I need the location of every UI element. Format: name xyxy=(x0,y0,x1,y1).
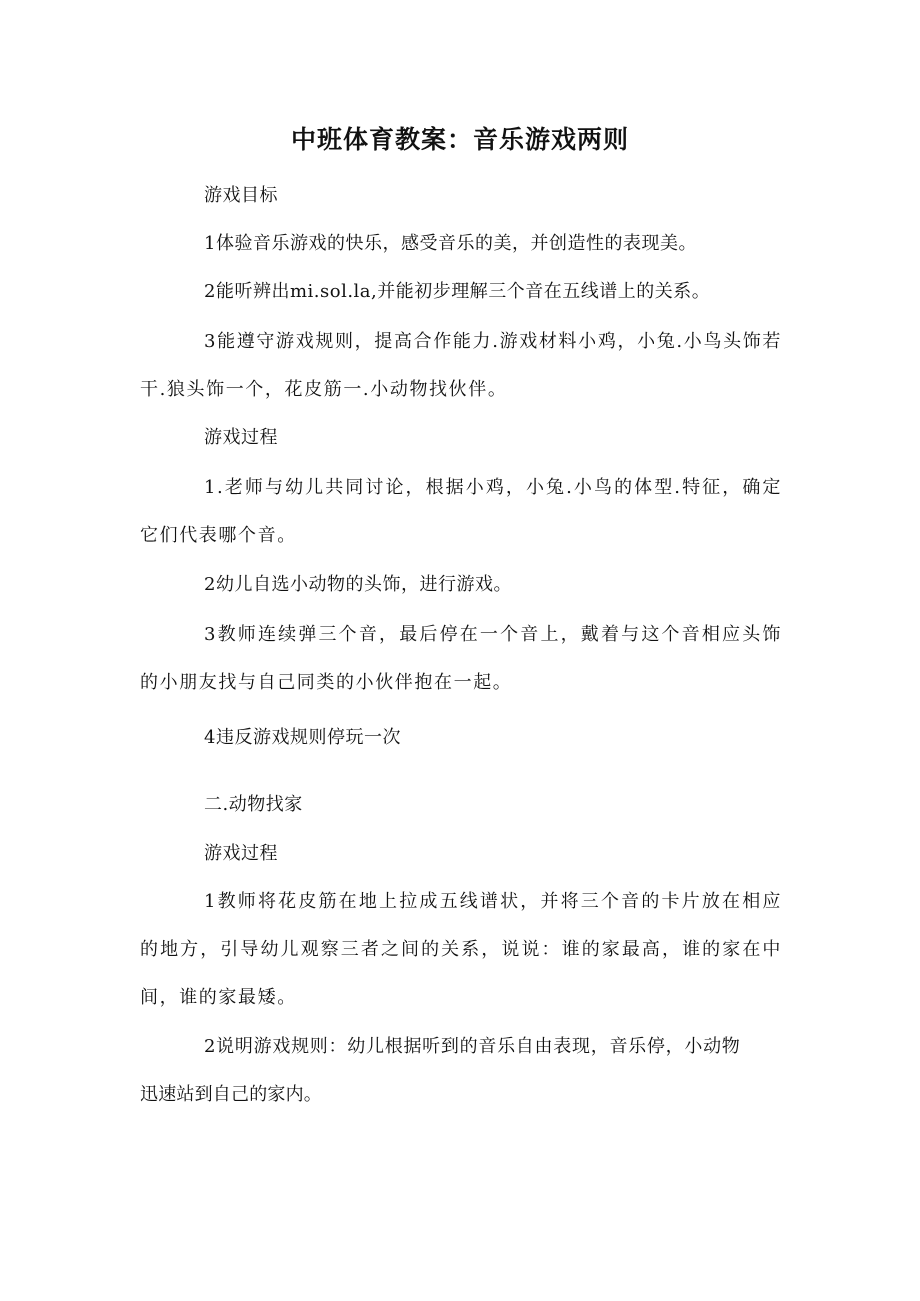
process-heading-2: 游戏过程 xyxy=(204,843,278,864)
process-1-item-2: 2幼儿自选小动物的头饰，进行游戏。 xyxy=(204,574,512,595)
goal-item-3: 3能遵守游戏规则，提高合作能力.游戏材料小鸡，小兔.小鸟头饰若干.狼头饰一个，花皮筋一.小动物找伙伴。 xyxy=(140,331,782,400)
process-1-item-4: 4违反游戏规则停玩一次 xyxy=(204,727,401,748)
goal-item-2: 2能听辨出mi.sol.la,并能初步理解三个音在五线谱上的关系。 xyxy=(204,281,711,302)
process-heading-1: 游戏过程 xyxy=(204,427,278,448)
section-2-heading: 二.动物找家 xyxy=(204,794,303,815)
goal-item-1: 1体验音乐游戏的快乐，感受音乐的美，并创造性的表现美。 xyxy=(204,233,697,254)
process-1-item-3: 3教师连续弹三个音，最后停在一个音上，戴着与这个音相应头饰的小朋友找与自己同类的小伙伴抱在一起。 xyxy=(140,624,782,693)
process-2-item-2: 2说明游戏规则：幼儿根据听到的音乐自由表现，音乐停，小动物迅速站到自己的家内。 xyxy=(140,1036,740,1105)
document-title: 中班体育教案：音乐游戏两则 xyxy=(290,125,629,154)
game-goal-heading: 游戏目标 xyxy=(204,185,278,206)
process-1-item-1: 1.老师与幼儿共同讨论，根据小鸡，小兔.小鸟的体型.特征，确定它们代表哪个音。 xyxy=(140,477,782,546)
process-2-item-1: 1教师将花皮筋在地上拉成五线谱状，并将三个音的卡片放在相应的地方，引导幼儿观察三者之间的关系，说说：谁的家最高，谁的家在中间，谁的家最矮。 xyxy=(140,891,782,1008)
